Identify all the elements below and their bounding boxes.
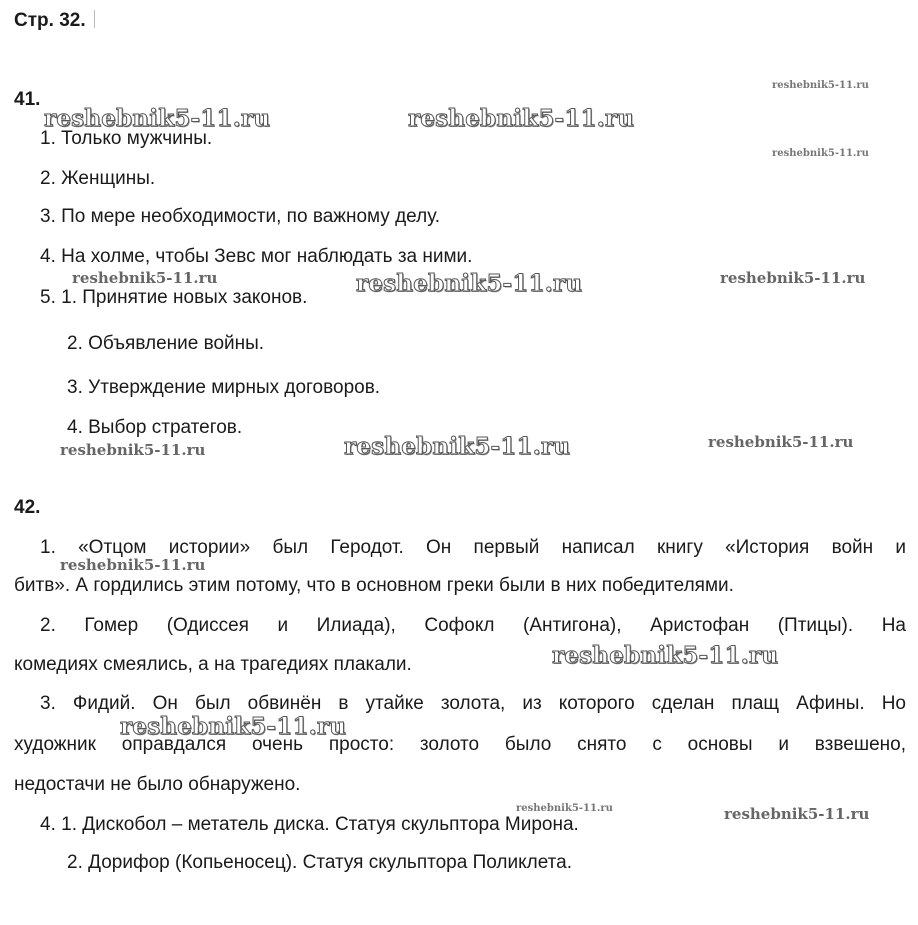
watermark: reshebnik5-11.ru — [772, 80, 869, 91]
task-41-item-1: 1. Только мужчины. — [40, 128, 213, 149]
task-41-subitem-4: 4. Выбор стратегов. — [67, 417, 243, 438]
watermark: reshebnik5-11.ru — [72, 269, 218, 287]
task-42-p2-line1 — [40, 615, 906, 637]
task-41-subitem-2: 2. Объявление войны. — [67, 333, 265, 354]
watermark: reshebnik5-11.ru — [724, 805, 870, 823]
task-42-p1-line2: битв». А гордились этим потому, что в основном греки были в них победителями. — [14, 575, 734, 596]
watermark: reshebnik5-11.ru — [552, 642, 779, 669]
task-42-p3-line3: недостачи не было обнаружено. — [14, 774, 301, 795]
task-42-p4-line2: 2. Дорифор (Копьеносец). Статуя скульптора Поликлета. — [67, 852, 572, 873]
task-42-p3-line2-text: художник оправдался очень просто: золото было снято с основы и взвешено, — [14, 734, 906, 755]
task-41-item-3: 3. По мере необходимости, по важному делу. — [40, 206, 441, 227]
watermark: reshebnik5-11.ru — [60, 556, 206, 574]
text-cursor — [94, 10, 95, 28]
task-42-number: 42. — [14, 497, 41, 518]
task-41-item-2: 2. Женщины. — [40, 168, 156, 189]
task-42-p3-line1-text: 3. Фидий. Он был обвинён в утайке золота, из которого сделан плащ Афины. Но — [40, 693, 906, 714]
watermark: reshebnik5-11.ru — [44, 105, 271, 132]
task-41-item-4: 4. На холме, чтобы Зевс мог наблюдать за ними. — [40, 246, 473, 267]
watermark: reshebnik5-11.ru — [772, 148, 869, 159]
task-42-p4-line1: 4. 1. Дискобол – метатель диска. Статуя скульптора Мирона. — [40, 814, 579, 835]
page-header — [14, 10, 95, 32]
task-41-number: 41. — [14, 89, 41, 110]
watermark: reshebnik5-11.ru — [516, 803, 613, 814]
task-42-p3-line1 — [40, 693, 906, 715]
task-41-item-5: 5. 1. Принятие новых законов. — [40, 287, 308, 308]
watermark: reshebnik5-11.ru — [344, 433, 571, 460]
watermark: reshebnik5-11.ru — [60, 441, 206, 459]
task-41-subitem-3: 3. Утверждение мирных договоров. — [67, 377, 381, 398]
page-label: Стр. 32. — [14, 10, 86, 31]
watermark: reshebnik5-11.ru — [720, 269, 866, 287]
task-42-p2-line2: комедиях смеялись, а на трагедиях плакали. — [14, 654, 412, 675]
watermark: reshebnik5-11.ru — [356, 270, 583, 297]
task-42-p2-line1-text: 2. Гомер (Одиссея и Илиада), Софокл (Антигона), Аристофан (Птицы). На — [40, 615, 906, 636]
task-42-p1-line1-text: 1. «Отцом истории» был Геродот. Он первый написал книгу «История войн и — [40, 537, 906, 558]
watermark: reshebnik5-11.ru — [120, 713, 347, 740]
watermark: reshebnik5-11.ru — [408, 105, 635, 132]
watermark: reshebnik5-11.ru — [708, 433, 854, 451]
